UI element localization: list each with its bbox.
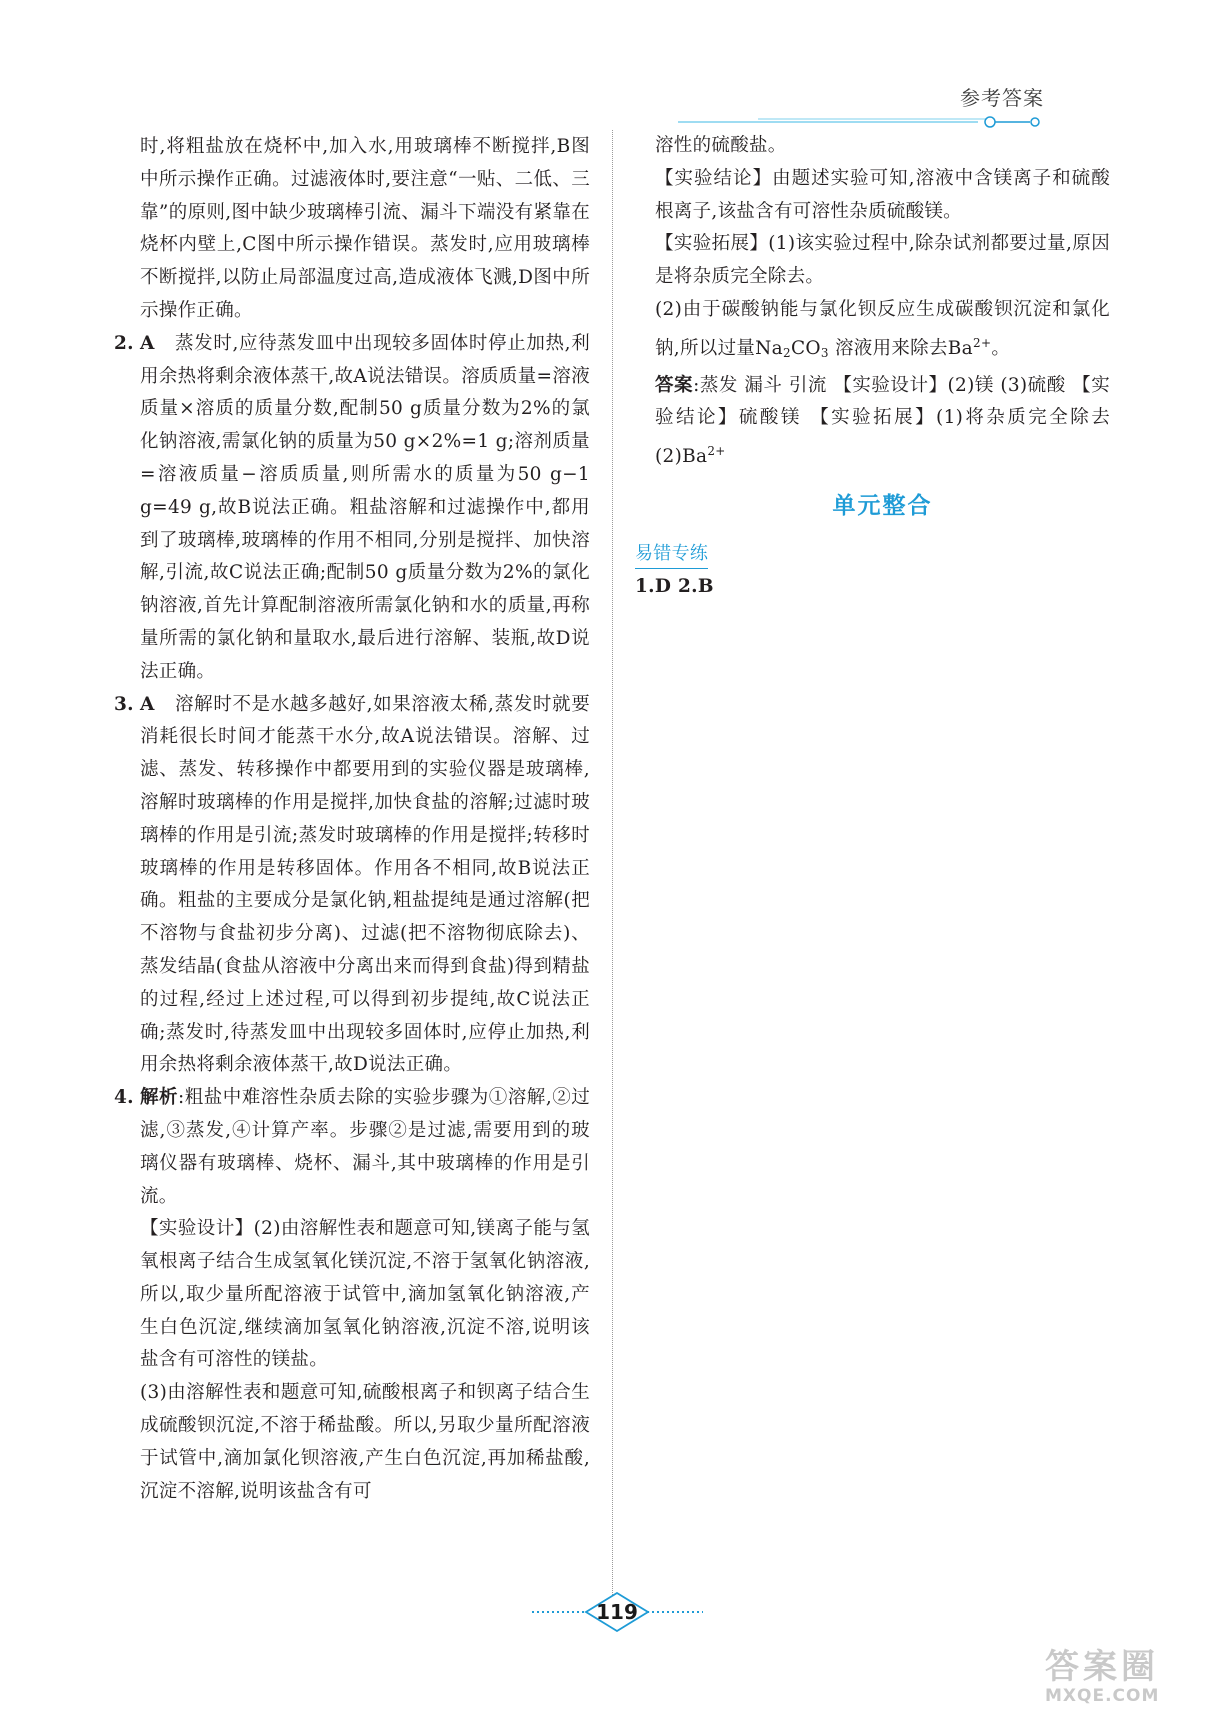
section-title: 单元整合 — [832, 492, 933, 519]
experiment-design-paragraph: 【实验设计】(2)由溶解性表和题意可知,镁离子能与氢氧根离子结合生成氢氧化镁沉淀,不溶于氢氧化钠溶液,所以,取少量所配溶液于试管中,滴加氢氧化钠溶液,产生白色沉淀,继续滴加氢氧化钠溶液,沉淀不溶,说明该盐含有可溶性的镁盐。 — [140, 1218, 590, 1371]
header-title: 参考答案 — [960, 86, 1044, 110]
column-divider — [612, 130, 613, 1595]
watermark-logo — [1045, 1648, 1210, 1710]
item-number: 2. — [114, 332, 134, 354]
page-number-badge — [530, 1592, 705, 1632]
error-practice-subheading: 易错专练 — [635, 541, 708, 569]
short-answers: 1.D 2.B — [635, 575, 714, 597]
answer-item-4 — [114, 1082, 590, 1213]
left-column — [114, 131, 590, 1508]
watermark-bottom-text: MXQE.COM — [1045, 1686, 1160, 1706]
item-number: 4. — [114, 1087, 134, 1109]
answer-letter: A — [140, 693, 155, 715]
explanation-text: 溶解时不是水越多越好,如果溶液太稀,蒸发时就要消耗很长时间才能蒸干水分,故A说法错误。溶解、过滤、蒸发、转移操作中都要用到的实验仪器是玻璃棒,溶解时玻璃棒的作用是搅拌,加快食盐的溶解;过滤时玻璃棒的作用是引流;蒸发时玻璃棒的作用是搅拌;转移时玻璃棒的作用是转移固体。作用各不相同,故B说法正确。粗盐的主要成分是氯化钠,粗盐提纯是通过溶解(把不溶物与食盐初步分离)、过滤(把不溶物彻底除去)、蒸发结晶(食盐从溶液中分离出来而得到食盐)得到精盐的过程,经过上述过程,可以得到初步提纯,故C说法正确;蒸发时,待蒸发皿中出现较多固体时,应停止加热,利用余热将剩余液体蒸干,故D说法正确。 — [140, 693, 590, 1076]
continued-paragraph: 溶性的硫酸盐。 — [655, 135, 787, 156]
analysis-label: 解析 — [140, 1087, 179, 1109]
answer-letter: A — [140, 332, 155, 354]
sulfate-test-paragraph: (3)由溶解性表和题意可知,硫酸根离子和钡离子结合生成硫酸钡沉淀,不溶于稀盐酸。所以,另取少量所配溶液于试管中,滴加氯化钡溶液,产生白色沉淀,再加稀盐酸,沉淀不溶解,说明该盐含有可 — [140, 1382, 590, 1502]
item-number: 3. — [114, 693, 134, 715]
page-number: 119 — [596, 1600, 638, 1624]
answer-item-3 — [114, 689, 590, 1083]
header-decoration-line — [678, 116, 1078, 128]
experiment-conclusion: 【实验结论】由题述实验可知,溶液中含镁离子和硫酸根离子,该盐含有可溶性杂质硫酸镁。 — [655, 167, 1110, 222]
experiment-extension-1: 【实验拓展】(1)该实验过程中,除杂试剂都要过量,原因是将杂质完全除去。 — [655, 233, 1110, 288]
experiment-extension-2: (2)由于碳酸钠能与氯化钡反应生成碳酸钡沉淀和氯化钠,所以过量$Na_2CO_3$ 溶液用来除去$Ba^{2+}$。 — [655, 298, 1110, 360]
continued-paragraph: 时,将粗盐放在烧杯中,加入水,用玻璃棒不断搅拌,B图中所示操作正确。过滤液体时,要注意“一贴、二低、三靠”的原则,图中缺少玻璃棒引流、漏斗下端没有紧靠在烧杯内壁上,C图中所示操作错误。蒸发时,应用玻璃棒不断搅拌,以防止局部温度过高,造成液体飞溅,D图中所示操作正确。 — [140, 136, 590, 321]
right-column — [635, 130, 1110, 604]
explanation-text: 蒸发时,应待蒸发皿中出现较多固体时停止加热,利用余热将剩余液体蒸干,故A说法错误。溶质质量=溶液质量×溶质的质量分数,配制50 g质量分数为2%的氯化钠溶液,需氯化钠的质量为50 g×2%=1 g;溶剂质量=溶液质量−溶质质量,则所需水的质量为50 g−1 g=49 g,故B说法正确。粗盐溶解和过滤操作中,都用到了玻璃棒,玻璃棒的作用不相同,分别是搅拌、加快溶解,引流,故C说法正确;配制50 g质量分数为2%的氯化钠溶液,首先计算配制溶液所需氯化钠和水的质量,再称量所需的氯化钠和量取水,最后进行溶解、装瓶,故D说法正确。 — [140, 332, 590, 682]
analysis-text: :粗盐中难溶性杂质去除的实验步骤为①溶解,②过滤,③蒸发,④计算产率。步骤②是过滤,需要用到的玻璃仪器有玻璃棒、烧杯、漏斗,其中玻璃棒的作用是引流。 — [140, 1087, 590, 1207]
answer-label: 答案 — [655, 374, 694, 396]
final-answer: 答案:蒸发 漏斗 引流 【实验设计】(2)镁 (3)硫酸 【实验结论】硫酸镁 【实验拓展】(1)将杂质完全除去 $(2)Ba^{2+}$ — [655, 374, 1110, 468]
answer-item-2 — [114, 328, 590, 689]
watermark-top-text: 答案圈 — [1045, 1647, 1159, 1687]
